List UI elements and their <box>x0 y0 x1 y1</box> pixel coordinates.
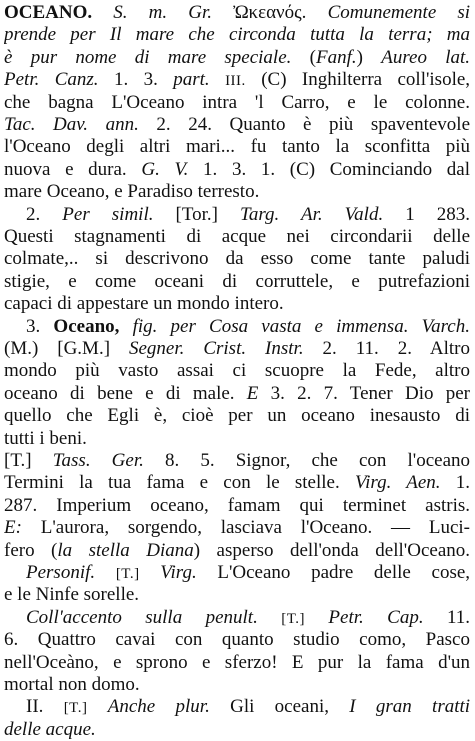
entry-line: mortal non domo. <box>4 674 140 695</box>
paren: ) <box>356 46 363 68</box>
quotation-text: L'aurora, sorgendo, lasciava l'Oceano. — Luci- <box>40 517 470 539</box>
entry-line <box>26 316 470 338</box>
editor-mark: [Tor.] <box>175 203 218 225</box>
editor-mark: [T.] <box>115 566 140 582</box>
gloss: la stella Diana <box>57 539 194 561</box>
entry-line: e le Ninfe sorelle. <box>4 584 140 606</box>
citation-source: part. <box>173 69 210 91</box>
entry-line <box>4 472 470 494</box>
quotation-text: 8. 5. Signor, che con l'oceano <box>165 450 470 471</box>
entry-line: capaci di appestare un mondo intero. <box>4 293 284 315</box>
entry-line <box>4 69 470 91</box>
quotation-text: ) asperso dell'onda dell'Oceano. <box>193 539 470 561</box>
entry-line <box>26 607 470 629</box>
greek-etymon: Ὠκεανός. <box>233 2 307 23</box>
editor-mark: [T.] <box>4 450 32 471</box>
citation-source: Virg. <box>160 562 197 583</box>
entry-line <box>26 696 470 718</box>
entry-line: colmate,.. si descrivono da esso come tante paludi <box>4 248 470 270</box>
entry-line <box>4 338 470 360</box>
citation-source: E <box>246 382 259 404</box>
sense-headword: Oceano, <box>53 315 120 337</box>
sense-label: fig. per Cosa vasta e immensa. Varch. <box>132 315 470 337</box>
entry-line: stigie, e come oceani di corruttele, e putrefazioni <box>4 270 470 292</box>
entry-line <box>4 159 470 181</box>
sense-label: Per simil. <box>62 203 154 225</box>
entry-line <box>4 47 470 69</box>
headword: OCEANO. <box>4 2 93 23</box>
quotation-text: nuova e dura. <box>4 158 127 180</box>
entry-line: 287. Imperium oceano, famam qui terminet astris. <box>4 494 470 516</box>
entry-line: che bagna L'Oceano intra 'l Carro, e le colonne. <box>4 91 470 113</box>
entry-line <box>4 517 470 539</box>
citation-source: G. V. <box>141 158 189 180</box>
entry-line <box>4 540 470 562</box>
citation-number: 11. <box>446 606 470 628</box>
citation-number: 1 283. <box>405 203 470 225</box>
entry-line <box>4 383 470 405</box>
entry-line: Questi stagnamenti di acque nei circondarii delle <box>4 226 470 247</box>
etymology-note: Aureo lat. <box>381 46 470 68</box>
quotation-text: 1. 3. 1. (C) Cominciando dal <box>203 158 470 180</box>
quotation-text: 3. 2. 7. Tener Dio per <box>270 382 470 404</box>
sense-label: Coll'accento sulla penult. <box>26 606 258 628</box>
editor-mark: (M.) [G.M.] <box>4 338 111 359</box>
citation-source: E: <box>4 517 22 539</box>
quotation-text: Termini la tua fama e con le stelle. <box>4 472 340 494</box>
citation-source: Segner. Crist. Instr. <box>128 338 304 359</box>
citation-source: Tass. Ger. <box>52 450 144 471</box>
quotation-text: L'Oceano padre delle cose, <box>217 562 470 583</box>
entry-line: quello che Egli è, cioè per un oceano inesausto di <box>4 405 470 427</box>
citation-number: 1. 3. <box>113 69 158 91</box>
entry-line: nell'Oceàno, e sprono e sferzo! E pur la fama d'un <box>4 651 470 673</box>
quotation-text: 2. 24. Quanto è più spaventevole <box>156 114 470 135</box>
definition-text: è pur nome di mare speciale. <box>4 46 292 68</box>
sense-number: 2. <box>26 203 41 225</box>
citation-source: Virg. Aen. <box>354 472 441 494</box>
editor-mark: [T.] <box>281 610 306 627</box>
entry-fragment: Gli oceani, <box>230 696 329 718</box>
sense-label: Personif. <box>26 562 96 583</box>
quotation-text: oceano di bene e di male. <box>4 382 235 404</box>
citation-source: Tac. Dav. ann. <box>4 114 139 135</box>
citation-number: 1. <box>455 472 470 494</box>
source-abbrev: Fanf. <box>315 46 357 68</box>
paren: ( <box>309 46 316 68</box>
quotation-text: fero ( <box>4 539 58 561</box>
sense-number: 3. <box>26 315 41 337</box>
entry-fragment: [T.] <box>63 700 88 717</box>
citation-number: III. <box>225 73 246 90</box>
quotation-text: 2. 11. 2. Altro <box>322 338 470 359</box>
entry-line <box>26 562 470 584</box>
entry-line: mondo più vasto assai ci scuopre la Fede, altro <box>4 360 470 382</box>
entry-fragment: I gran tratti <box>349 696 470 718</box>
entry-line: delle acque. <box>4 718 96 740</box>
entry-line <box>4 2 470 24</box>
entry-line: mare Oceano, e Paradiso terresto. <box>4 181 260 203</box>
entry-fragment: Anche plur. <box>107 696 210 718</box>
entry-fragment: II. <box>26 696 44 718</box>
entry-line <box>4 114 470 136</box>
entry-line: tutti i beni. <box>4 427 87 449</box>
citation-source: Targ. Ar. Vald. <box>240 203 384 225</box>
entry-line: prende per Il mare che circonda tutta la terra; ma <box>4 24 470 46</box>
citation-source: Petr. Cap. <box>328 606 424 628</box>
citation-source: Petr. Canz. <box>4 69 99 91</box>
quotation-text: (C) Inghilterra coll'isole, <box>261 69 470 91</box>
entry-line <box>26 204 470 226</box>
entry-line: 6. Quattro cavai con quanto studio como, Pasco <box>4 629 470 651</box>
entry-line <box>4 450 470 472</box>
entry-line: l'Oceano degli altri mari... fu tanto la sconfitta più <box>4 136 470 158</box>
grammar-label: S. m. Gr. <box>113 2 212 23</box>
definition-text: Comunemente si <box>327 2 470 23</box>
